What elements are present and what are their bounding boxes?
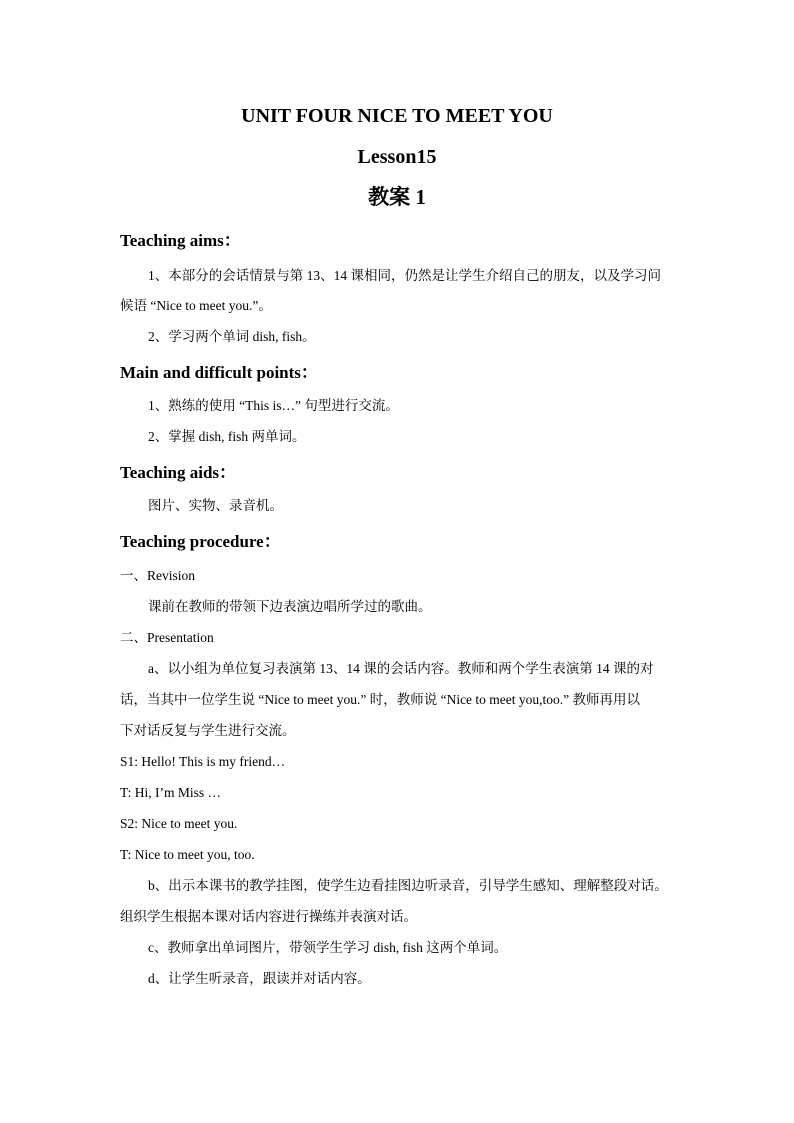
step-d: d、让学生听录音，跟读并对话内容。 [148,971,371,986]
dialogue-line-2: T: Hi, I’m Miss … [120,785,221,800]
points-heading: Main and difficult points： [120,363,318,382]
aims-heading: Teaching aims： [120,231,241,250]
dialogue-line-4: T: Nice to meet you, too. [120,847,255,862]
aims-item-2: 2、学习两个单词 dish, fish。 [148,329,316,344]
step-c: c、教师拿出单词图片，带领学生学习 dish, fish 这两个单词。 [148,940,508,955]
aids-item-1: 图片、实物、录音机。 [148,498,283,513]
aims-item-1-line-1: 1、本部分的会话情景与第 13、14 课相同，仍然是让学生介绍自己的朋友，以及学习问 [148,268,661,283]
step-a-line-1: a、以小组为单位复习表演第 13、14 课的会话内容。教师和两个学生表演第 14 课的对 [148,661,654,676]
points-item-1: 1、熟练的使用 “This is…” 句型进行交流。 [148,398,399,413]
document-body [120,230,680,987]
points-item-2: 2、掌握 dish, fish 两单词。 [148,429,306,444]
lesson-title: Lesson15 [357,146,437,168]
revision-title: 一、Revision [120,568,196,583]
dialogue-line-3: S2: Nice to meet you. [120,816,238,831]
procedure-heading: Teaching procedure： [120,532,281,551]
presentation-title: 二、Presentation [120,630,214,645]
step-a-line-3: 下对话反复与学生进行交流。 [120,723,296,738]
aids-heading: Teaching aids： [120,463,237,482]
aims-item-1-line-2: 候语 “Nice to meet you.”。 [120,298,272,313]
dialogue-line-1: S1: Hello! This is my friend… [120,754,286,769]
step-b-line-2: 组织学生根据本课对话内容进行操练并表演对话。 [120,909,417,924]
unit-title: UNIT FOUR NICE TO MEET YOU [241,105,553,127]
title-block [0,103,794,210]
revision-text: 课前在教师的带领下边表演边唱所学过的歌曲。 [148,599,432,614]
step-b-line-1: b、出示本课书的教学挂图，使学生边看挂图边听录音，引导学生感知、理解整段对话。 [148,878,668,893]
plan-title: 教案 1 [368,185,426,209]
step-a-line-2: 话，当其中一位学生说 “Nice to meet you.” 时，教师说 “Nice to meet you,too.” 教师再用以 [120,692,641,707]
